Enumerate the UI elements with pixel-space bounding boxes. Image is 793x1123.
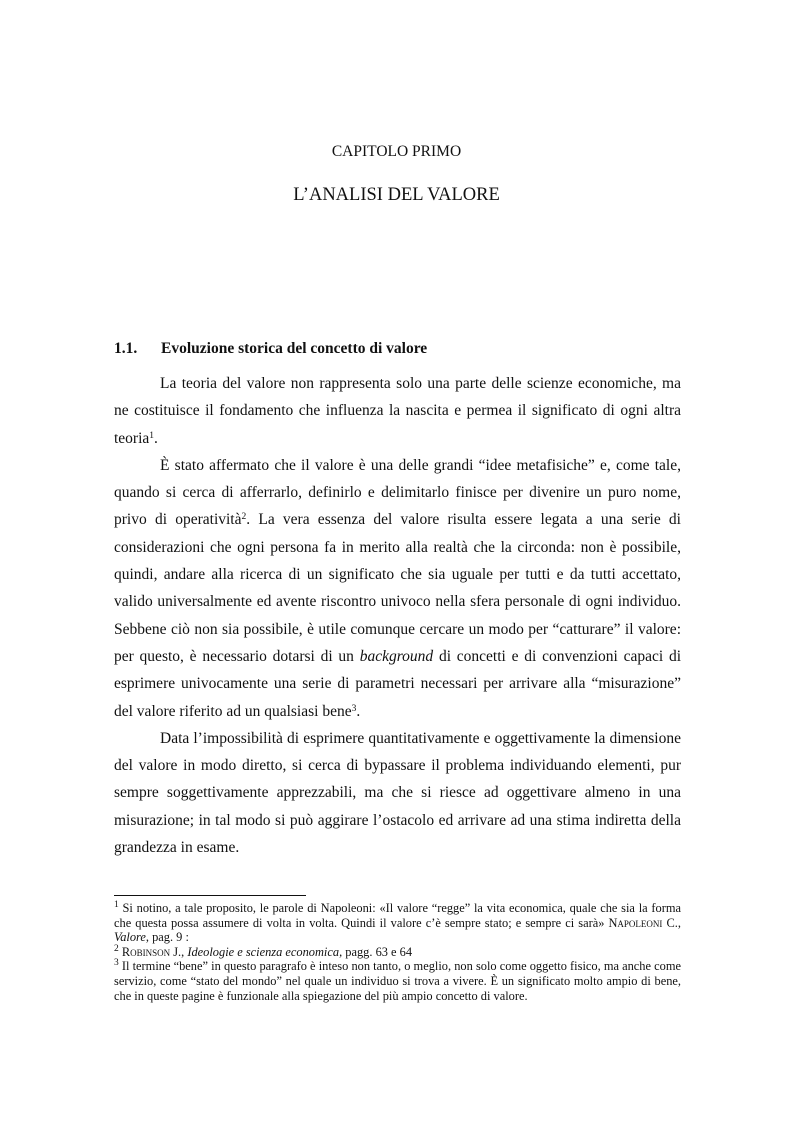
- footnote-2: $^2$ Robinson J., Ideologie e scienza economica, pagg. 63 e 64: [114, 943, 413, 959]
- footnote-ref-3[interactable]: 3: [351, 703, 357, 714]
- section-heading: [114, 340, 427, 358]
- section-number: 1.1.: [114, 340, 138, 357]
- chapter-title: L’ANALISI DEL VALORE: [293, 185, 500, 205]
- footnote-divider: [114, 895, 306, 896]
- footnote-marker: 3: [114, 958, 119, 969]
- author-name: Napoleoni C.: [608, 915, 678, 930]
- footnote-ref-2[interactable]: 2: [241, 512, 247, 523]
- body-text: [114, 370, 681, 861]
- footnote-marker: 2: [114, 943, 119, 954]
- section-title: Evoluzione storica del concetto di valore: [161, 340, 428, 357]
- footnote-marker: 1: [114, 900, 119, 910]
- paragraph-3: Data l’impossibilità di esprimere quantitativamente e oggettivamente la dimensione del valore in modo diretto, si cerca di bypassare il problema individuando elementi, pur sempre soggettivamente apprezzabili, ma che si riesce ad oggettivare almeno in una misurazione; in tal modo si può aggirare l’ostacolo ed arrivare ad una stima indiretta della grandezza in esame.: [114, 729, 681, 857]
- footnote-ref-1[interactable]: 1: [149, 430, 155, 441]
- paragraph-1: La teoria del valore non rappresenta solo una parte delle scienze economiche, ma ne costituisce il fondamento che influenza la nascita e permea il significato di ogni altra teoria$^1$.: [114, 375, 681, 447]
- italic-term: background: [359, 647, 434, 665]
- work-title: Ideologie e scienza economica,: [187, 944, 343, 959]
- footnotes: [114, 901, 681, 1003]
- chapter-label: CAPITOLO PRIMO: [331, 143, 462, 160]
- footnote-1: $^1$ Si notino, a tale proposito, le parole di Napoleoni: «Il valore “regge” la vita economica, quale che sia la forma che questa possa assumere di volta in volta. Quindi il valore c’è sempre stato; e sempre ci sarà» Napoleoni C., Valore, pag. 9 :: [114, 900, 681, 945]
- author-name: Robinson J.: [118, 944, 182, 959]
- work-title: Valore: [114, 930, 146, 945]
- paragraph-2: È stato affermato che il valore è una delle grandi “idee metafisiche” e, come tale, quando si cerca di afferrarlo, definirlo e delimitarlo finisce per divenire un puro nome, privo di operatività$^2$. La vera essenza del valore risulta essere legata a una serie di considerazioni che ogni persona fa in merito alla realtà che la circonda: non è possibile, quindi, andare alla ricerca di un significato che sia uguale per tutti e da tutti accettato, valido universalmente ed avente riscontro univoco nella sfera personale di ogni individuo. Sebbene ciò non sia possibile, è utile comunque cercare un modo per “catturare” il valore: per questo, è necessario dotarsi di un background di concetti e di convenzioni capaci di esprimere univocamente una serie di parametri necessari per arrivare alla “misurazione” del valore riferito ad un qualsiasi bene$^3$.: [114, 456, 681, 720]
- footnote-3: $^3$ Il termine “bene” in questo paragrafo è inteso non tanto, o meglio, non solo come oggetto fisico, ma anche come servizio, come “stato del mondo” nel quale un individuo si trova a vivere. È un significato molto ampio di bene, che in queste pagine è funzionale alla spiegazione del più ampio concetto di valore.: [114, 958, 681, 1003]
